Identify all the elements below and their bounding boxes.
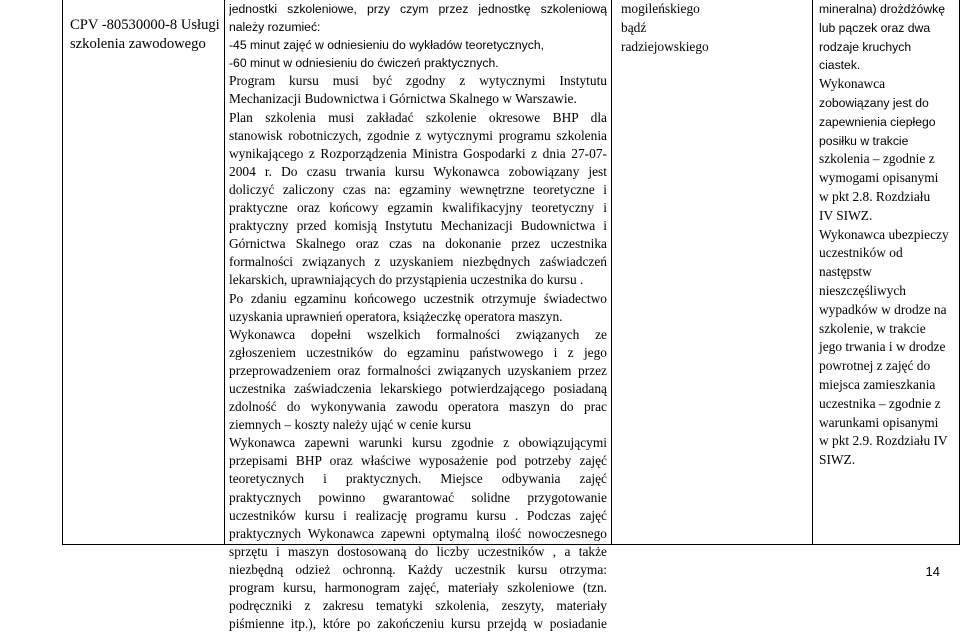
location-cell: [612, 0, 810, 56]
services-line: zapewnienia ciepłego: [819, 114, 936, 129]
description-line: -45 minut zajęć w odniesieniu do wykładów teoretycznych,: [229, 38, 545, 53]
description-line: praktycznych powinno gwarantować solidne przygotowanie: [229, 489, 607, 505]
description-line: praktyczne oraz końcowy egzamin kwalifikacyjny teoretyczny i: [229, 200, 607, 216]
description-line: niezbędną odzież ochronną. Każdy uczestnik kursu otrzyma:: [229, 561, 607, 577]
services-line: wypadków w drodze na: [819, 301, 947, 317]
description-line: ziemnych – koszty należy ująć w cenie kursu: [229, 417, 472, 433]
services-line: ciastek.: [819, 58, 861, 73]
services-line: powrotnej z zajęć do: [819, 358, 931, 374]
description-line: piśmienne itp.), które po zakończeniu kursu przejdą w posiadanie: [229, 616, 607, 632]
description-line: uczestników kursu i realizację programu kursu . Podczas zajęć: [229, 507, 607, 523]
description-line: Program kursu musi być zgodny z wytycznymi Instytutu: [229, 73, 607, 89]
catering-insurance-cell: [817, 0, 960, 470]
location-line-1: mogileńskiego: [621, 1, 700, 16]
column-divider-1: [224, 0, 225, 545]
location-line-2: bądź: [621, 19, 647, 35]
description-line: formalności związanych z uzyskaniem niezbędnych zaświadczeń: [229, 254, 607, 270]
description-line: Mechanizacji Budownictwa i Górnictwa Skalnego w Warszawie.: [229, 91, 577, 107]
cpv-code-line-1: CPV -80530000-8 Usługi: [70, 17, 220, 33]
services-line: Wykonawca: [819, 76, 886, 92]
services-line: uczestnika – zgodnie z: [819, 395, 941, 411]
description-line: praktyczny przed komisją Instytutu Mechanizacji Budownictwa i: [229, 218, 607, 234]
description-line: podręczniki z zakresu tematyki szkolenia, zeszyty, materiały: [229, 598, 607, 614]
cpv-code-line-2: szkolenia zawodowego: [70, 36, 206, 52]
services-line: mineralna) drożdżówkę: [819, 2, 945, 16]
description-line: 2004 r. Do czasu trwania kursu Wykonawca zobowiązany jest: [229, 163, 607, 179]
services-line: jego trwania i w drodze: [819, 339, 946, 355]
services-line: lub pączek oraz dwa: [819, 20, 931, 35]
services-line: nieszczęśliwych: [819, 282, 906, 298]
cpv-code-cell: [63, 0, 224, 54]
description-line: program kursu, harmonogram zajęć, materiały szkoleniowe (tzn.: [229, 580, 607, 595]
column-divider-3: [812, 0, 813, 545]
page-number: 14: [925, 564, 940, 579]
services-line: uczestników od: [819, 245, 903, 261]
description-line: zgłoszeniem uczestników do egzaminu państwowego i z jego: [229, 344, 607, 360]
description-line: jednostki szkoleniowe, przy czym przez jednostkę szkoleniową: [229, 2, 607, 16]
services-line: rodzaje kruchych: [819, 39, 912, 54]
location-line-3: radziejowskiego: [621, 38, 709, 54]
description-line: uczestnika zaświadczenia lekarskiego potwierdzającego posiadaną: [229, 380, 607, 396]
services-line: miejsca zamieszkania: [819, 376, 936, 392]
services-line: zobowiązany jest do: [819, 95, 929, 110]
description-line: Wykonawca dopełni wszelkich formalności związanych ze: [229, 326, 607, 342]
description-line: doliczyć zaliczony czas na: egzaminy wewnętrzne teoretyczne i: [229, 181, 607, 197]
services-line: szkolenie, w trakcie: [819, 320, 926, 336]
column-divider-2: [611, 0, 612, 545]
description-line: uzyskania uprawnień operatora, książeczkę operatora maszyn.: [229, 308, 563, 324]
services-line: posiłku w trakcie: [819, 133, 909, 148]
description-line: teoretycznych i praktycznych. Miejsce odbywania zajęć: [229, 471, 607, 487]
services-line: następstw: [819, 264, 872, 280]
description-line: praktycznych Wykonawca zapewni optymalną ilość nowoczesnego: [229, 525, 607, 541]
services-line: IV SIWZ.: [819, 207, 873, 223]
table-border-left: [62, 0, 63, 545]
services-line: Wykonawca ubezpieczy: [819, 226, 949, 242]
training-description-cell: [229, 0, 607, 633]
description-line: wynikającego z Rozporządzenia Ministra Gospodarki z dnia 27-07-: [229, 145, 607, 161]
description-line: lekarskich, uprawniających do przystąpienia uczestnika do kursu .: [229, 272, 584, 288]
services-line: w pkt 2.9. Rozdziału IV: [819, 433, 948, 449]
services-line: w pkt 2.8. Rozdziału: [819, 188, 931, 204]
description-line: należy rozumieć:: [229, 20, 321, 35]
services-line: szkolenia – zgodnie z: [819, 151, 935, 167]
description-line: zdolność do wykonywania zawodu operatora maszyn do prac: [229, 399, 607, 415]
services-line: SIWZ.: [819, 452, 856, 468]
services-line: warunkami opisanymi: [819, 414, 939, 430]
description-line: Po zdaniu egzaminu końcowego uczestnik otrzymuje świadectwo: [229, 290, 607, 306]
description-line: Górnictwa Skalnego oraz czas na dokonanie przez uczestnika: [229, 236, 607, 252]
description-line: Plan szkolenia musi zakładać szkolenie okresowe BHP dla: [229, 109, 607, 125]
description-line: stanowisk robotniczych, zgodnie z wytycznymi programu szkolenia: [229, 127, 607, 143]
description-line: przepisami BHP oraz właściwe wyposażenie pod potrzeby zajęć: [229, 453, 607, 469]
services-line: wymogami opisanymi: [819, 170, 939, 186]
description-line: -60 minut w odniesieniu do ćwiczeń praktycznych.: [229, 56, 499, 71]
description-line: sprzętu i maszyn dostosowaną do liczby uczestników , a także: [229, 543, 607, 559]
description-line: przeprowadzeniem oraz formalności związanych uzyskaniem przez: [229, 362, 607, 378]
description-line: Wykonawca zapewni warunki kursu zgodnie z obowiązującymi: [229, 435, 607, 451]
